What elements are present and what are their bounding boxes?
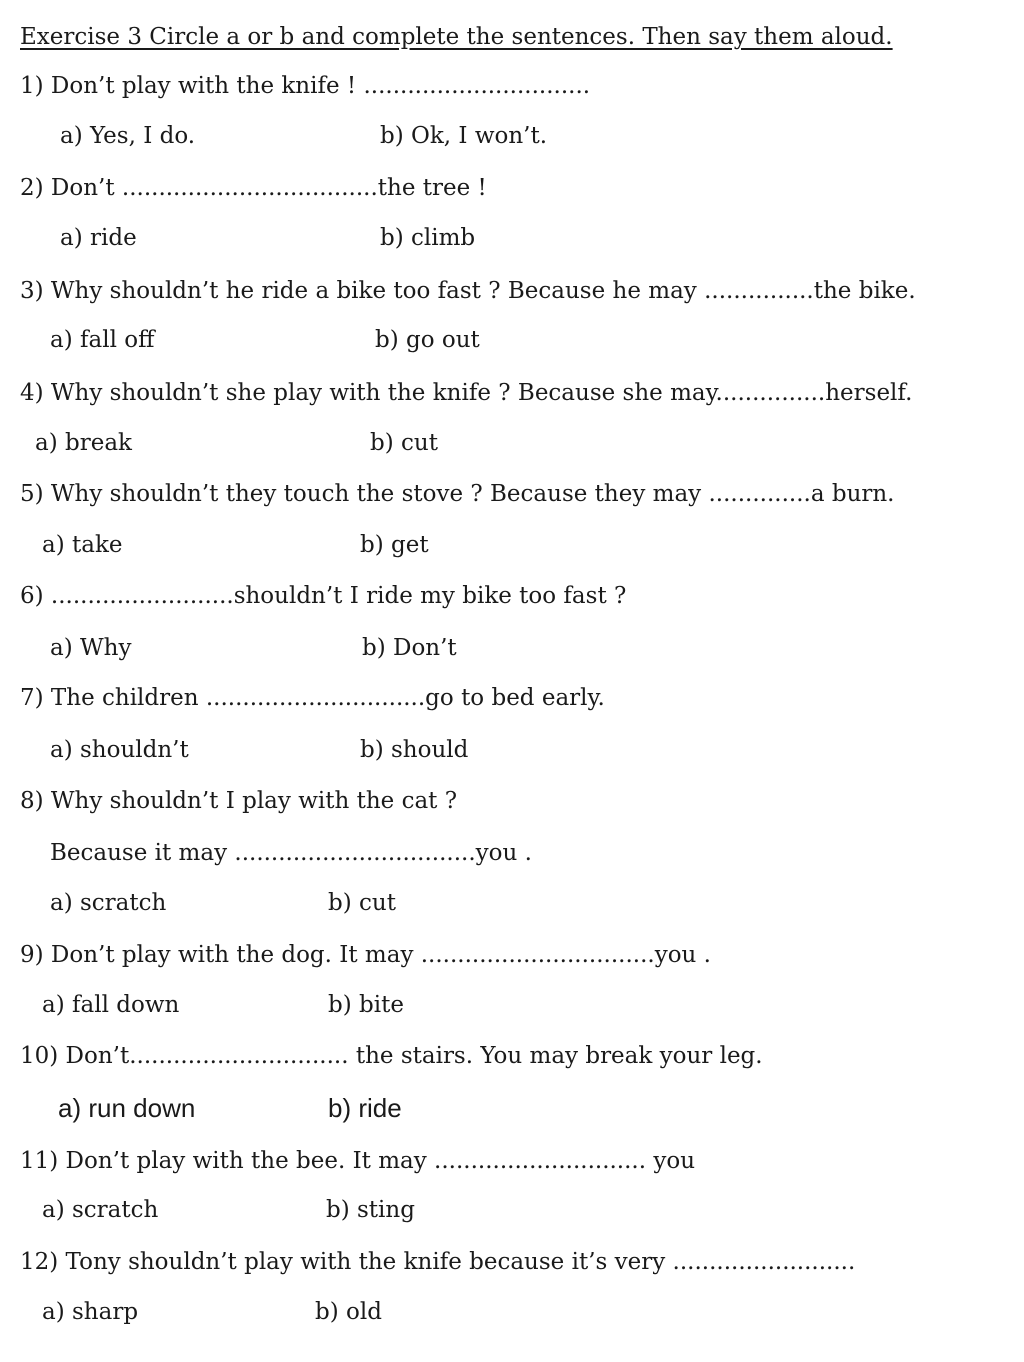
q1-option-a[interactable]: a) Yes, I do. bbox=[60, 123, 196, 149]
question-12: 12) Tony shouldn’t play with the knife because it’s very ......................... bbox=[20, 1249, 856, 1275]
q11-option-b[interactable]: b) sting bbox=[326, 1197, 415, 1223]
q9-option-a[interactable]: a) fall down bbox=[42, 992, 180, 1018]
question-8-line-2: Because it may .................................you . bbox=[50, 840, 532, 866]
question-6: 6) .........................shouldn’t I ride my bike too fast ? bbox=[20, 583, 627, 609]
question-2: 2) Don’t ...................................the tree ! bbox=[20, 175, 487, 201]
q5-option-a[interactable]: a) take bbox=[42, 532, 123, 558]
question-9: 9) Don’t play with the dog. It may ................................you . bbox=[20, 942, 711, 968]
q4-option-b[interactable]: b) cut bbox=[370, 430, 438, 456]
q6-option-b[interactable]: b) Don’t bbox=[362, 635, 457, 661]
question-1: 1) Don’t play with the knife ! ............................... bbox=[20, 73, 591, 99]
q3-option-b[interactable]: b) go out bbox=[375, 327, 480, 353]
q8-option-a[interactable]: a) scratch bbox=[50, 890, 167, 916]
q7-option-b[interactable]: b) should bbox=[360, 737, 469, 763]
q10-option-a[interactable]: a) run down bbox=[58, 1093, 196, 1123]
q12-option-b[interactable]: b) old bbox=[315, 1299, 382, 1325]
question-7: 7) The children ..............................go to bed early. bbox=[20, 685, 605, 711]
q3-option-a[interactable]: a) fall off bbox=[50, 327, 155, 353]
q10-option-b[interactable]: b) ride bbox=[328, 1093, 402, 1123]
q12-option-a[interactable]: a) sharp bbox=[42, 1299, 139, 1325]
q7-option-a[interactable]: a) shouldn’t bbox=[50, 737, 189, 763]
q9-option-b[interactable]: b) bite bbox=[328, 992, 404, 1018]
question-4: 4) Why shouldn’t she play with the knife ? Because she may...............herself. bbox=[20, 380, 913, 406]
q1-option-b[interactable]: b) Ok, I won’t. bbox=[380, 123, 548, 149]
q2-option-a[interactable]: a) ride bbox=[60, 225, 137, 251]
question-11: 11) Don’t play with the bee. It may ............................. you bbox=[20, 1148, 696, 1174]
q2-option-b[interactable]: b) climb bbox=[380, 225, 476, 251]
q5-option-b[interactable]: b) get bbox=[360, 532, 429, 558]
q8-option-b[interactable]: b) cut bbox=[328, 890, 396, 916]
q4-option-a[interactable]: a) break bbox=[35, 430, 132, 456]
question-5: 5) Why shouldn’t they touch the stove ? Because they may ..............a burn. bbox=[20, 481, 895, 507]
question-8: 8) Why shouldn’t I play with the cat ? bbox=[20, 788, 458, 814]
question-3: 3) Why shouldn’t he ride a bike too fast ? Because he may ...............the bike. bbox=[20, 278, 916, 304]
q11-option-a[interactable]: a) scratch bbox=[42, 1197, 159, 1223]
question-10: 10) Don’t.............................. the stairs. You may break your leg. bbox=[20, 1043, 763, 1069]
q6-option-a[interactable]: a) Why bbox=[50, 635, 132, 661]
exercise-title: Exercise 3 Circle a or b and complete the sentences. Then say them aloud. bbox=[20, 24, 893, 50]
